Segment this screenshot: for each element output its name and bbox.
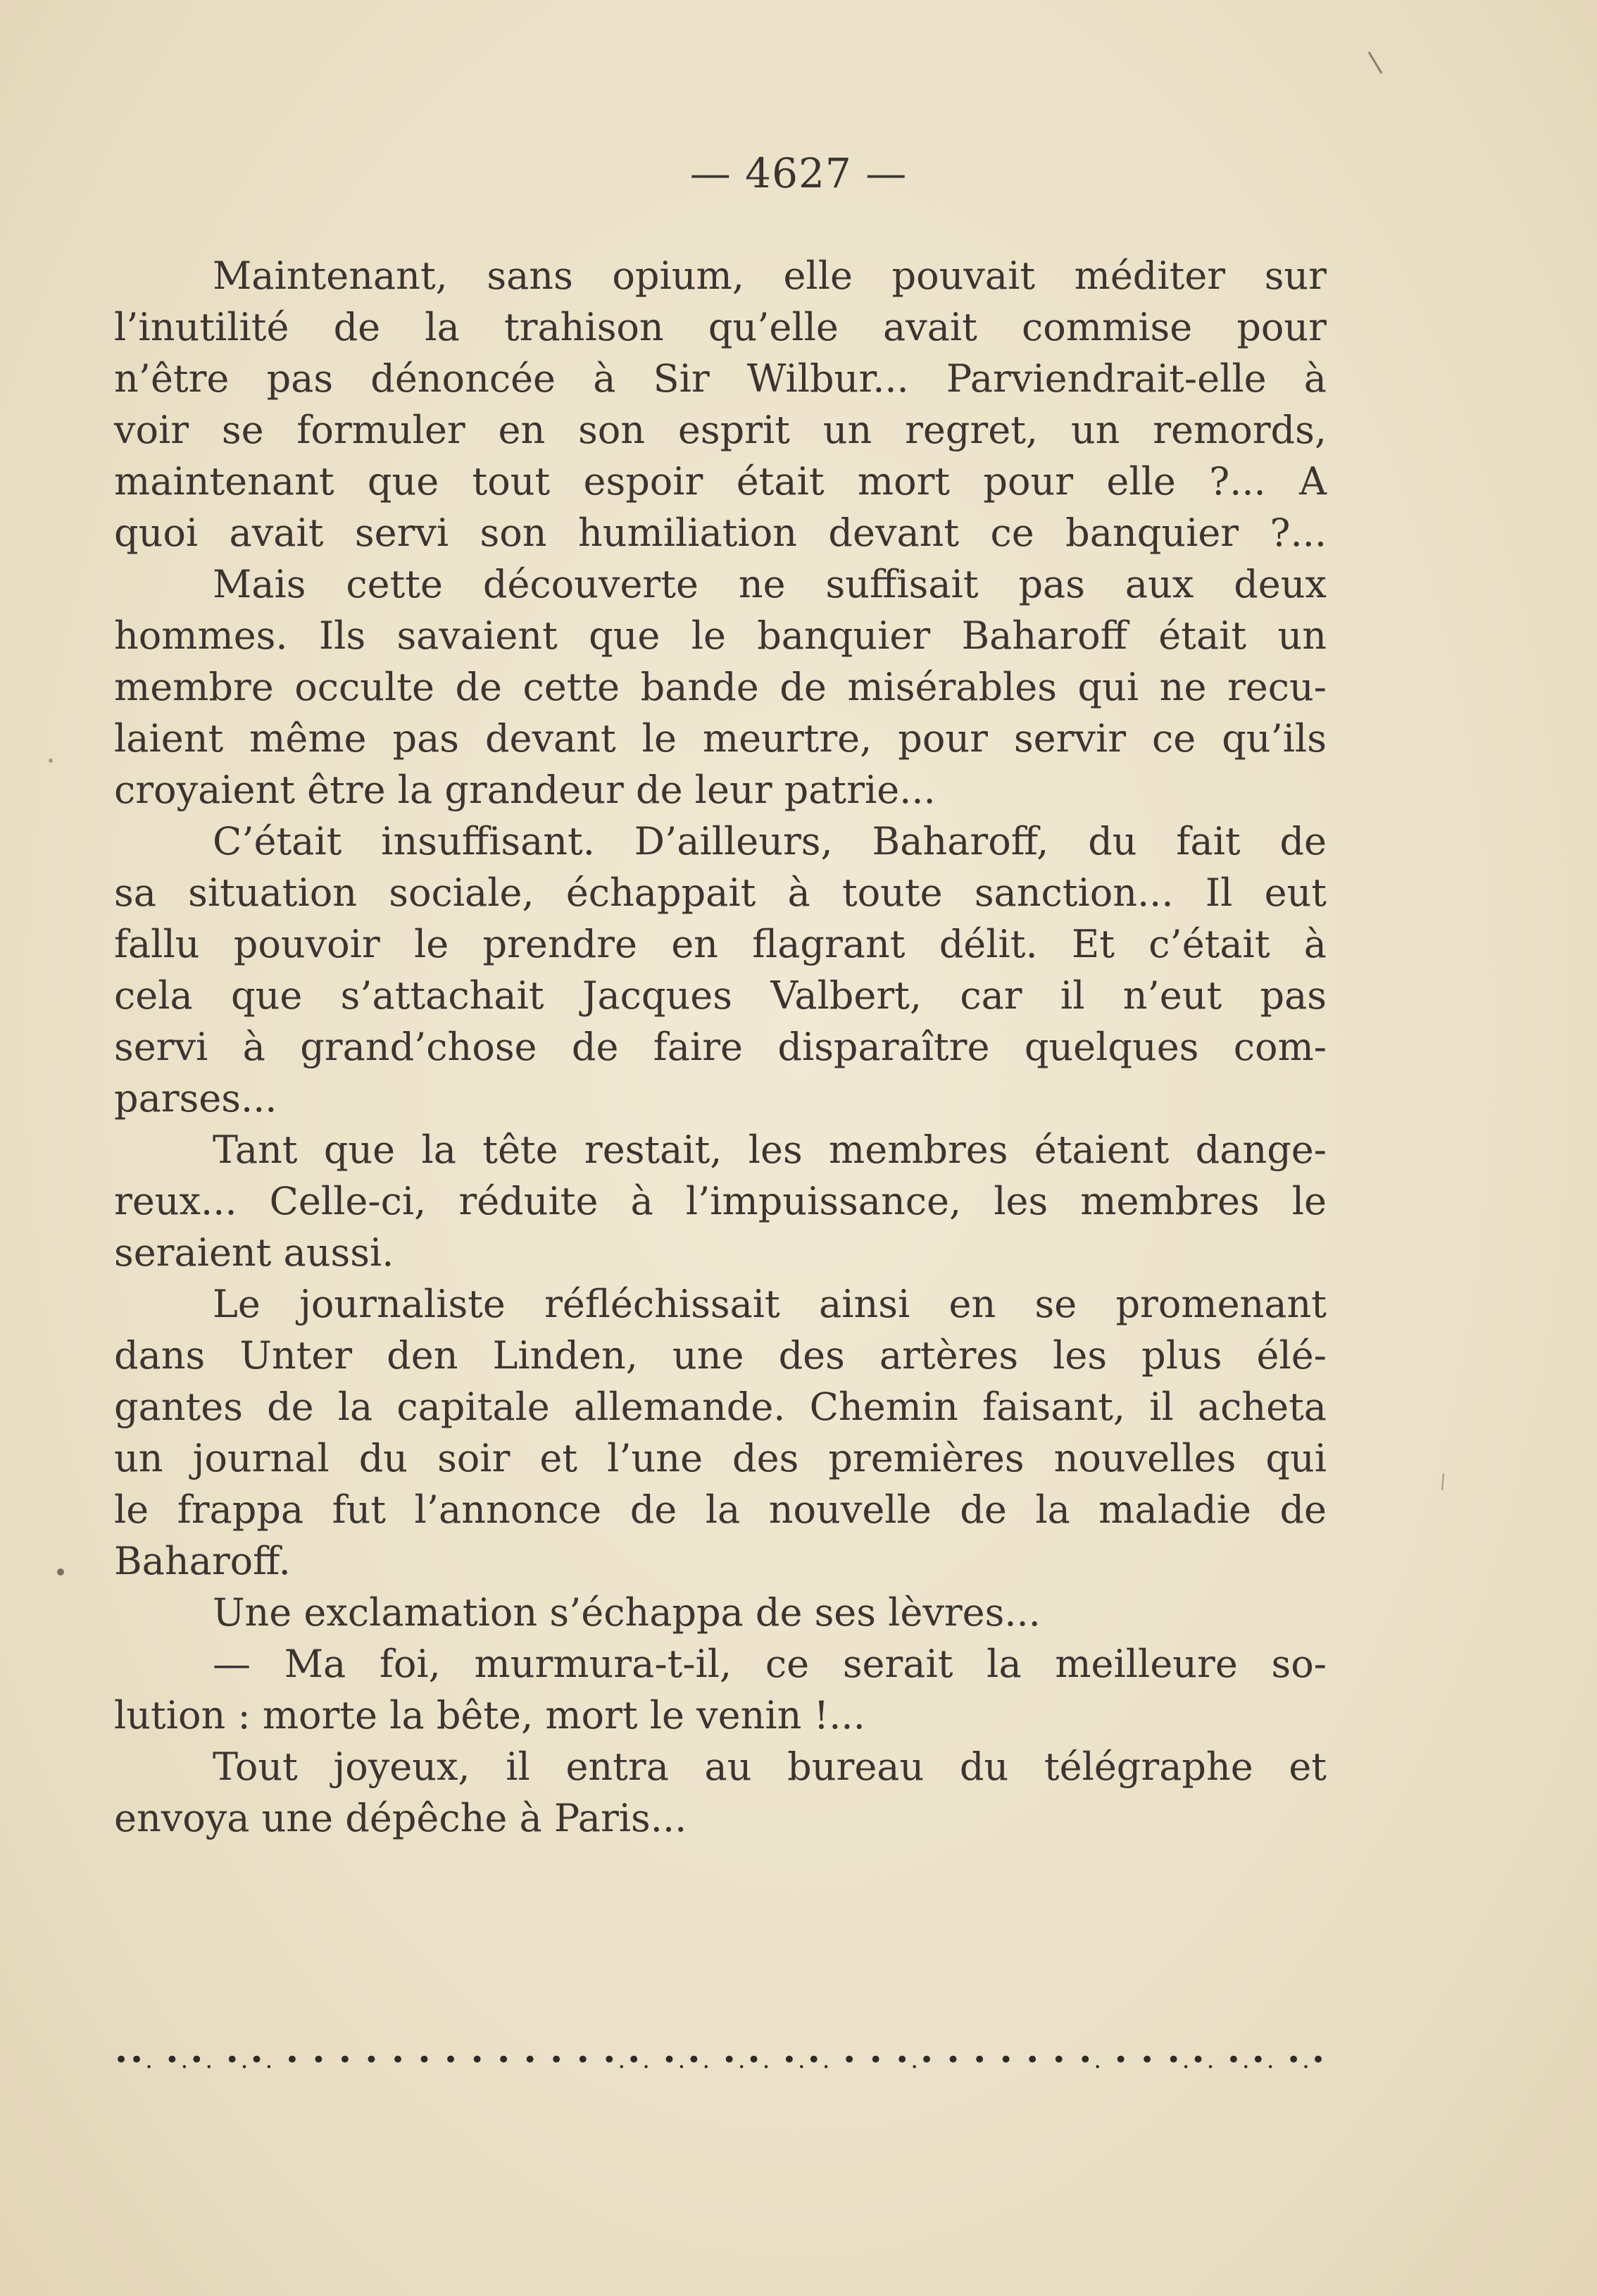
text-line: servi à grand’chose de faire disparaître quelques com- (114, 1025, 1327, 1069)
paper-speck (54, 1565, 68, 1579)
paper-speck (44, 754, 58, 768)
page-number: — 4627 — (689, 149, 908, 197)
text-line: croyaient être la grandeur de leur patrie... (114, 768, 936, 812)
text-line: Tant que la tête restait, les membres étaient dange- (213, 1128, 1327, 1172)
text-line: n’être pas dénoncée à Sir Wilbur... Parviendrait-elle à (114, 356, 1327, 401)
text-line: hommes. Ils savaient que le banquier Baharoff était un (114, 613, 1327, 658)
text-line: Maintenant, sans opium, elle pouvait méditer sur (213, 254, 1327, 298)
text-line: maintenant que tout espoir était mort pour elle ?... A (114, 459, 1327, 504)
text-line: membre occulte de cette bande de misérables qui ne recu- (114, 665, 1327, 709)
text-line: le frappa fut l’annonce de la nouvelle de la maladie de (114, 1487, 1327, 1532)
text-line: gantes de la capitale allemande. Chemin faisant, il acheta (114, 1385, 1327, 1429)
text-line: C’était insuffisant. D’ailleurs, Baharoff, du fait de (213, 819, 1327, 863)
text-line: envoya une dépêche à Paris... (114, 1796, 687, 1840)
paper-speck (1436, 1472, 1451, 1493)
text-line: l’inutilité de la trahison qu’elle avait commise pour (114, 305, 1327, 349)
text-line: seraient aussi. (114, 1230, 394, 1275)
paper-speck (1366, 49, 1387, 77)
text-line: lution : morte la bête, mort le venin !... (114, 1693, 865, 1737)
text-line: cela que s’attachait Jacques Valbert, car il n’eut pas (114, 973, 1327, 1018)
body-text (114, 250, 1327, 1844)
text-line: — Ma foi, murmura-t-il, ce serait la meilleure so- (213, 1642, 1327, 1686)
dotted-ornament-rule: ••. •.•. •.•. • • • • • • • • • • • • •.•. •.•. •.•. •.•. • • •.• • • • • • •. • • •.•. •.•. •.• (114, 2046, 1327, 2074)
text-line: laient même pas devant le meurtre, pour servir ce qu’ils (114, 716, 1327, 761)
text-line: dans Unter den Linden, une des artères les plus élé- (114, 1333, 1327, 1378)
text-line: voir se formuler en son esprit un regret, un remords, (114, 408, 1327, 452)
text-line: parses... (114, 1076, 277, 1121)
text-line: Tout joyeux, il entra au bureau du télégraphe et (213, 1745, 1327, 1789)
text-line: fallu pouvoir le prendre en flagrant délit. Et c’était à (114, 922, 1327, 966)
text-line: sa situation sociale, échappait à toute sanction... Il eut (114, 871, 1327, 915)
text-line: un journal du soir et l’une des premières nouvelles qui (114, 1436, 1327, 1480)
text-line: quoi avait servi son humiliation devant ce banquier ?... (114, 511, 1327, 555)
text-line: Le journaliste réfléchissait ainsi en se promenant (213, 1282, 1327, 1326)
text-line: Mais cette découverte ne suffisait pas aux deux (213, 562, 1327, 606)
text-line: Une exclamation s’échappa de ses lèvres... (213, 1590, 1041, 1635)
text-line: reux... Celle-ci, réduite à l’impuissance, les membres le (114, 1179, 1327, 1223)
text-line: Baharoff. (114, 1539, 291, 1583)
